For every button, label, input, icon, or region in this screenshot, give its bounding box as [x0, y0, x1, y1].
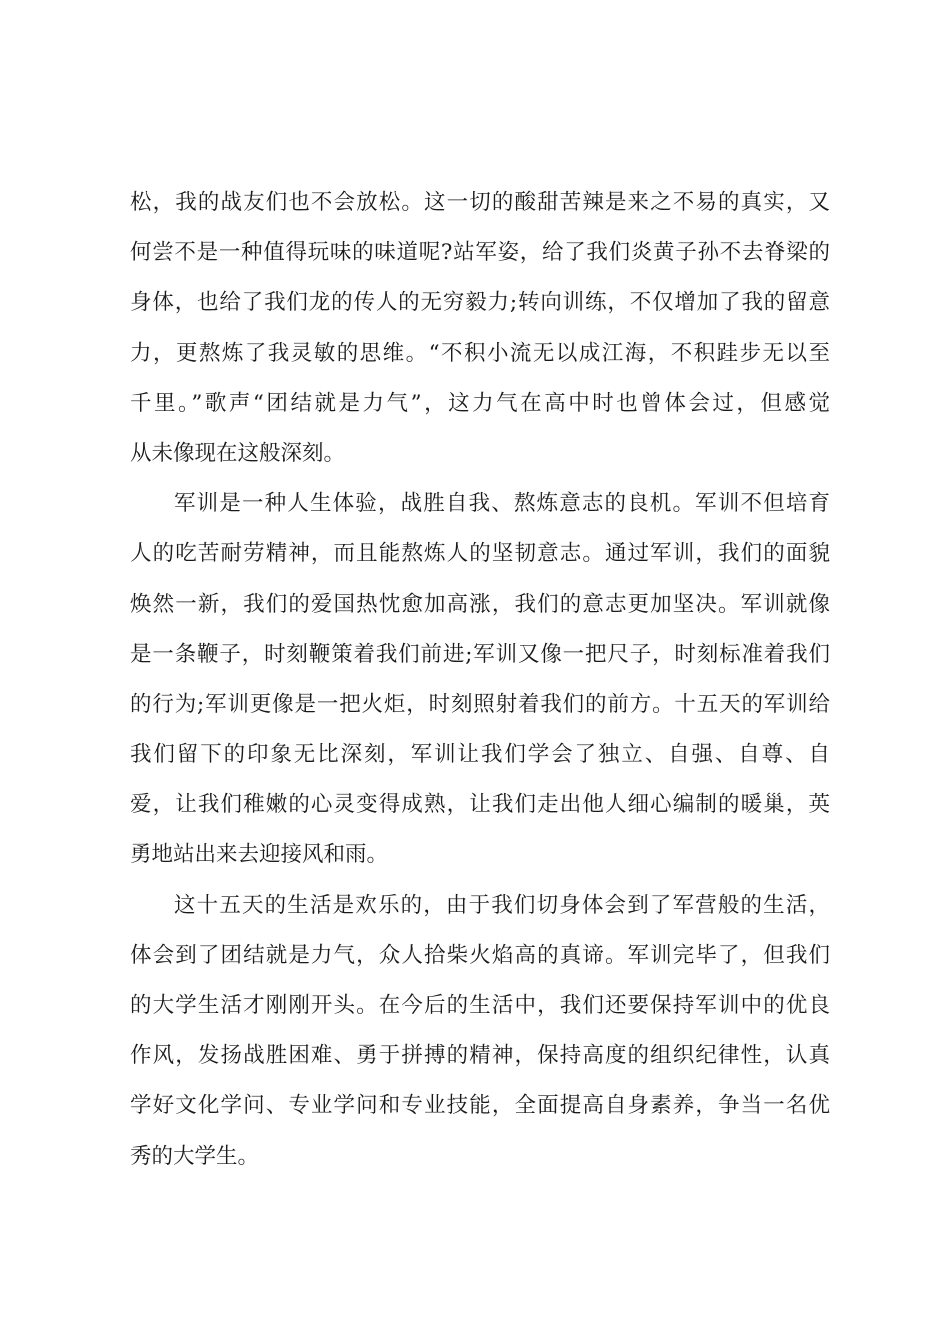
- text-line: 这十五天的生活是欢乐的，由于我们切身体会到了军营般的生活，: [174, 892, 830, 918]
- text-line: 的大学生活才刚刚开头。在今后的生活中，我们还要保持军训中的优良: [130, 993, 830, 1018]
- text-line: 身体，也给了我们龙的传人的无穷毅力;转向训练，不仅增加了我的留意: [130, 290, 830, 316]
- text-line: 勇地站出来去迎接风和雨。: [130, 842, 389, 868]
- paragraph-3: [130, 881, 830, 1182]
- text-line: 是一条鞭子，时刻鞭策着我们前进;军训又像一把尺子，时刻标准着我们: [130, 641, 830, 667]
- paragraph-2: [130, 479, 830, 881]
- text-line: 人的吃苦耐劳精神，而且能熬炼人的坚韧意志。通过军训，我们的面貌: [130, 541, 830, 567]
- text-line: 何尝不是一种值得玩味的味道呢?站军姿，给了我们炎黄子孙不去脊梁的: [130, 240, 830, 266]
- text-line: 学好文化学问、专业学问和专业技能，全面提高自身素养，争当一名优: [130, 1093, 830, 1119]
- text-line: 力，更熬炼了我灵敏的思维。“不积小流无以成江海，不积跬步无以至: [130, 340, 830, 366]
- text-line: 爱，让我们稚嫩的心灵变得成熟，让我们走出他人细心编制的暖巢，英: [130, 792, 830, 818]
- text-line: 我们留下的印象无比深刻，军训让我们学会了独立、自强、自尊、自: [130, 742, 830, 768]
- text-line: 焕然一新，我们的爱国热忱愈加高涨，我们的意志更加坚决。军训就像: [130, 591, 830, 617]
- document-body: [130, 178, 830, 1182]
- text-line: 秀的大学生。: [130, 1143, 260, 1169]
- text-line: 的行为;军训更像是一把火炬，时刻照射着我们的前方。十五天的军训给: [130, 691, 830, 717]
- text-line: 体会到了团结就是力气，众人拾柴火焰高的真谛。军训完毕了，但我们: [130, 942, 830, 968]
- text-line: 从未像现在这般深刻。: [130, 440, 346, 466]
- text-line: 松，我的战友们也不会放松。这一切的酸甜苦辣是来之不易的真实，又: [130, 190, 830, 215]
- text-line: 作风，发扬战胜困难、勇于拼搏的精神，保持高度的组织纪律性，认真: [130, 1043, 830, 1069]
- text-line: 千里。”歌声“团结就是力气”，这力气在高中时也曾体会过，但感觉: [130, 390, 830, 416]
- text-line: 军训是一种人生体验，战胜自我、熬炼意志的良机。军训不但培育: [174, 491, 830, 517]
- paragraph-1: [130, 178, 830, 479]
